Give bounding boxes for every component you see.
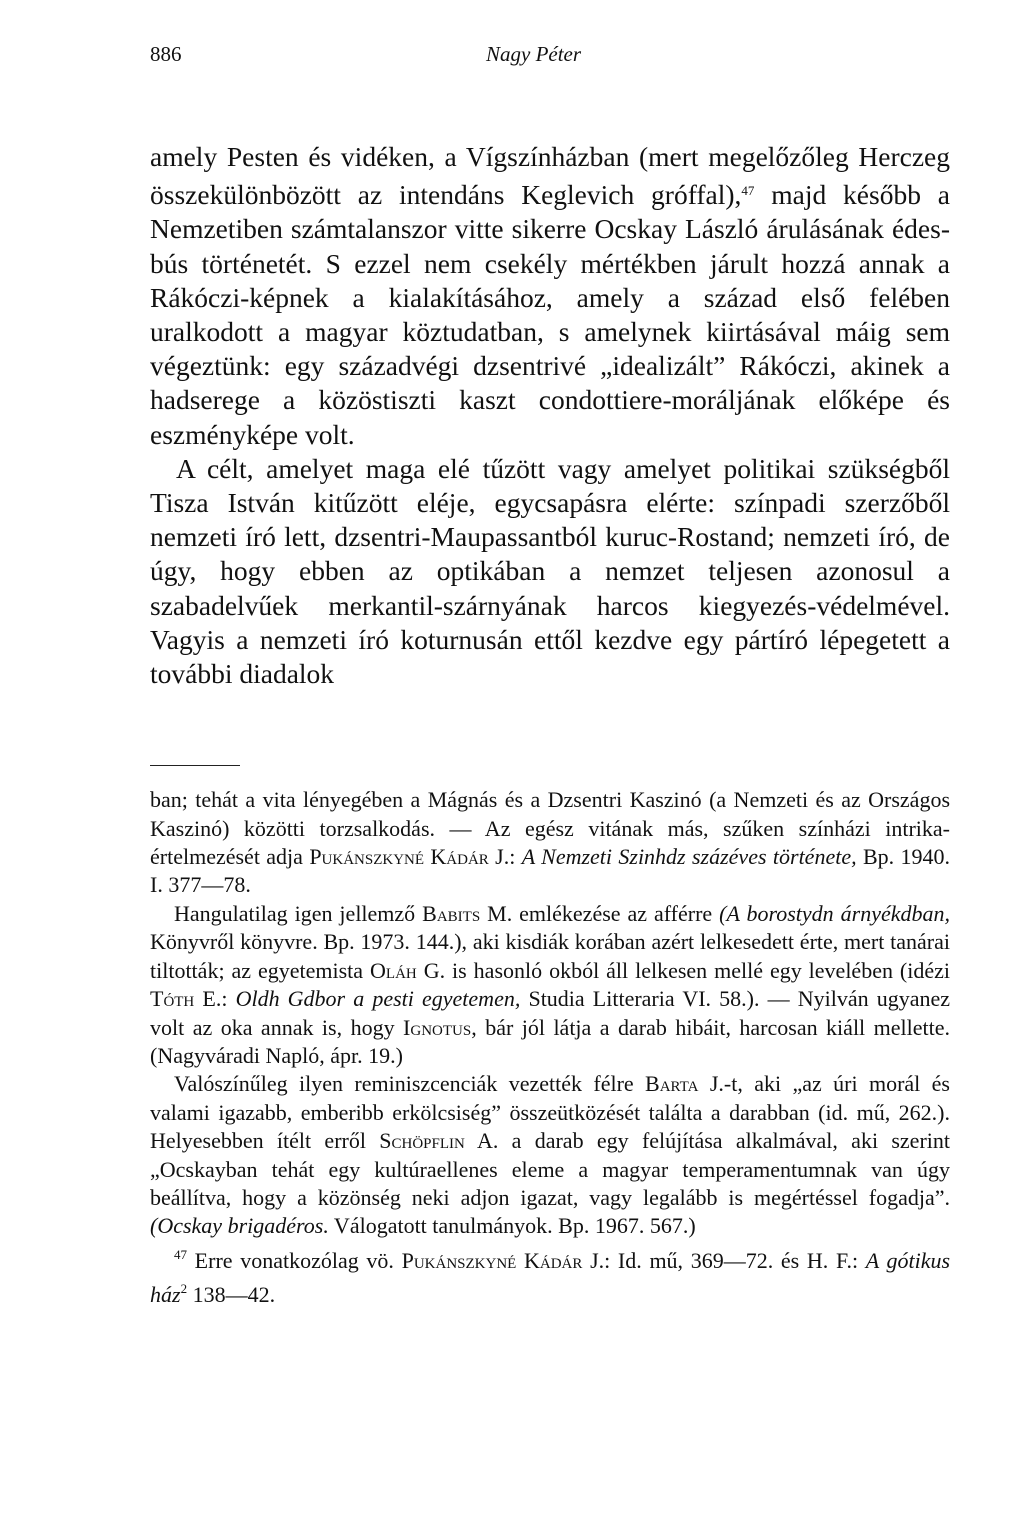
footnote-47: [150, 1241, 950, 1310]
paragraph-1: [150, 140, 950, 452]
footnote-text: G. is hasonló okból áll lelkesen mellé egy levelében (idézi: [416, 957, 950, 983]
footnote-text: Erre vonatkozólag vö.: [187, 1247, 402, 1273]
footnote-text: J.-t, aki „az úri morál és valami igazabb, emberibb erkölcsiség” összeütközését találta a darabban (id. mű, 262.). Helyesebben ítélt erről: [150, 1071, 950, 1154]
work-title: (Ocskay brigadéros.: [150, 1213, 329, 1239]
footnote-text: Studia Litteraria VI. 58.). — Nyilván ugyanez volt az oka annak is, hogy: [150, 986, 950, 1040]
edition-superscript: 2: [180, 1281, 188, 1297]
footnote-text: E.:: [194, 986, 236, 1012]
author-name: Oláh: [370, 957, 417, 983]
footnote-text: J.: Id. mű, 369—72. és H. F.:: [582, 1247, 866, 1273]
footnote-text: Hangulatilag igen jellemző: [174, 900, 423, 926]
author-name: Schöpflin: [379, 1128, 465, 1154]
footnote-46-paragraph-2: [150, 900, 950, 1070]
footnote-text: ban; tehát a vita lényegében a Mágnás és a Dzsentri Kaszinó (a Nemzeti és az Országos Kaszinó) közötti torzsalkodás. — Az egész vitának más, szűken színházi intrika-értelmezését adja: [150, 787, 950, 870]
footnote-text: A. a darab egy felújítása alkalmával, aki szerint „Ocskayban tehát egy kultúraellenes eleme a magyar temperamentumnak van úgy beállítva, hogy a közönség neki adjon igazat, vagy legalább is megértéssel fogadja”.: [150, 1128, 950, 1210]
footnotes: [150, 786, 950, 1309]
footnote-text: Valószínűleg ilyen reminiszcenciák vezették félre: [174, 1071, 646, 1097]
footnote-ref-47[interactable]: 47: [741, 183, 755, 199]
work-title: (A borostydn árnyékdban,: [719, 900, 951, 926]
footnote-marker-47: 47: [174, 1246, 187, 1262]
paragraph-1-text: amely Pesten és vidéken, a Vígszínházban (mert megelőzőleg Herczeg összekülönbözött az intendáns Keglevich gróffal),: [150, 141, 950, 211]
running-title: Nagy Péter: [486, 42, 582, 66]
footnote-text: Bp. 1940. I. 377—78.: [150, 844, 951, 898]
footnote-text: 138—42.: [187, 1282, 276, 1308]
running-head: [150, 42, 950, 82]
work-title: Oldh Gdbor a pesti egyetemen,: [235, 986, 521, 1012]
page-number: 886: [150, 42, 182, 66]
paragraph-2: A célt, amelyet maga elé tűzött vagy amelyet politikai szükségből Tisza István kitűzött eléje, egycsapásra elérte: színpadi szerzőből nemzeti író lett, dzsentri-Maupassantból kuruc-Rostand; nemzeti író, de úgy, hogy ebben az optikában a nemzet teljesen azonosul a szabadelvűek merkantil-szárnyának harcos kiegyezés-védelmével. Vagyis a nemzeti író koturnusán ettől kezdve egy pártíró lépegetett a további diadalok: [150, 452, 950, 690]
footnote-text: Válogatott tanulmányok. Bp. 1967. 567.): [328, 1213, 696, 1239]
footnote-46-paragraph-3: [150, 1070, 950, 1240]
paragraph-1-text-cont: majd később a Nemzetiben számtalanszor vitte sikerre Ocskay László árulásának édes-bús történetét. S ezzel nem csekély mértékben járult hozzá annak a Rákóczi-képnek a kialakításához, amely a század első felében uralkodott a magyar köztudatban, s amelynek kiirtásával máig sem végeztünk: egy századvégi dzsentrivé „idealizált” Rákóczi, akinek a hadserege a közöstiszti kaszt condottiere-moráljának előképe és eszményképe volt.: [150, 179, 950, 450]
work-title: A gótikus ház: [150, 1247, 951, 1308]
book-page: [150, 42, 950, 1310]
footnote-46-continuation: [150, 786, 950, 900]
footnote-text: , bár jól látja a darab hibáit, harcosan kiáll mellette. (Nagyváradi Napló, ápr. 19.): [150, 1014, 950, 1068]
main-text: [150, 140, 950, 691]
author-name: Pukánszkyné Kádár: [401, 1247, 583, 1273]
footnote-text: J.:: [488, 844, 522, 870]
author-name: Tóth: [150, 986, 195, 1012]
author-name: Babits: [422, 900, 481, 926]
footnote-divider: [150, 765, 240, 766]
author-name: Barta: [645, 1071, 699, 1097]
work-title: A Nemzeti Szinhdz százéves története,: [521, 844, 857, 870]
author-name: Ignotus: [403, 1014, 472, 1040]
author-name: Pukánszkyné Kádár: [309, 844, 489, 870]
footnote-text: Könyvről könyvre. Bp. 1973. 144.), aki kisdiák korában azért lelkesedett érte, mert tanárai tiltották; az egyetemista: [150, 929, 950, 983]
footnote-text: M. emlékezése az afférre: [480, 900, 720, 926]
